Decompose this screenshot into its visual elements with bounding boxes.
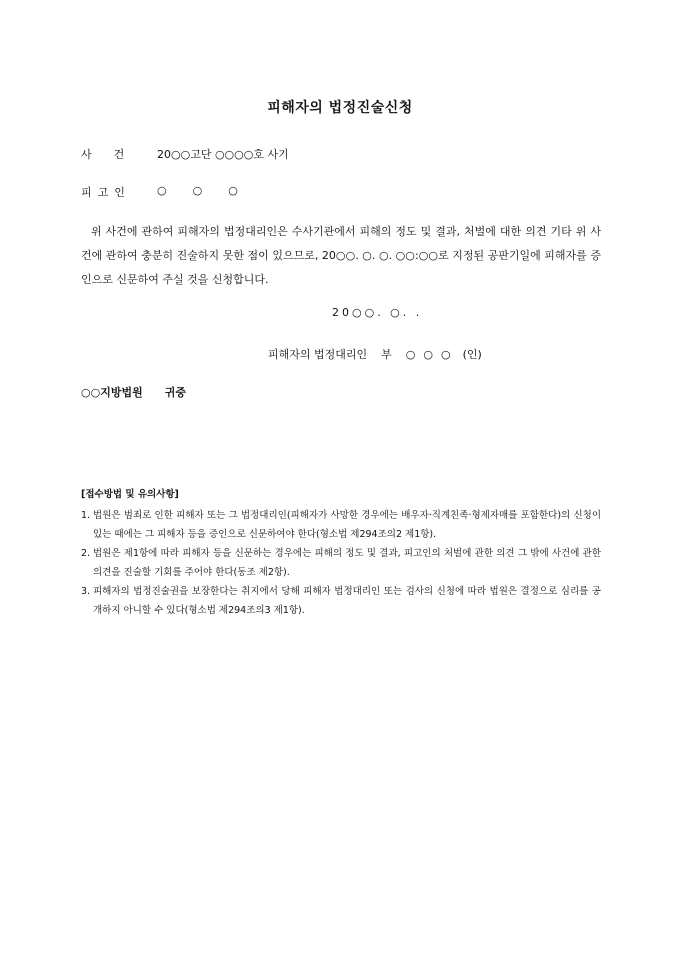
request-date: 20○○. ○. . (332, 306, 423, 319)
applicant-relation: 부 (381, 348, 392, 361)
case-value: 20○○고단 ○○○○호 사기 (157, 148, 289, 161)
note-number: 2. (81, 548, 91, 559)
defendant-label: 피고인 (81, 186, 131, 199)
applicant-role: 피해자의 법정대리인 (268, 348, 368, 361)
note-text: 피해자의 법정진술권을 보장한다는 취지에서 당해 피해자 법정대리인 또는 검사의 신청에 따라 법원은 결정으로 심리를 공개하지 아니할 수 있다(형소법 제294조의3 제1항). (93, 586, 601, 616)
notes-section (81, 486, 601, 620)
note-number: 1. (81, 510, 91, 521)
case-label: 사건 (81, 148, 147, 161)
notes-title: [접수방법 및 유의사항] (81, 489, 179, 500)
applicant-name: ○○○ (405, 348, 459, 361)
note-number: 3. (81, 586, 91, 597)
note-text: 법원은 제1항에 따라 피해자 등을 신문하는 경우에는 피해의 정도 및 결과, 피고인의 처벌에 관한 의견 그 밖에 사건에 관한 의견을 진술할 기회를 주어야 한다(동조 제2항). (93, 548, 601, 578)
request-body: 위 사건에 관하여 피해자의 법정대리인은 수사기관에서 피해의 정도 및 결과, 처벌에 대한 의견 기타 위 사건에 관하여 충분히 진술하지 못한 점이 있으므로, 20○○. ○. ○. ○○:○○로 지정된 공판기일에 피해자를 증인으로 신문하여 주실 것을 신청합니다. (81, 225, 601, 286)
note-item (81, 506, 601, 544)
note-text: 법원은 범죄로 인한 피해자 또는 그 법정대리인(피해자가 사망한 경우에는 배우자·직계친족·형제자매를 포함한다)의 신청이 있는 때에는 그 피해자 등을 증인으로 신문하여야 한다(형소법 제294조의2 제1항). (93, 510, 601, 540)
applicant-line (268, 346, 482, 362)
court-name: ○○지방법원 (81, 386, 143, 399)
applicant-seal: (인) (462, 348, 482, 361)
note-item (81, 544, 601, 582)
note-item (81, 582, 601, 620)
document-title: 피해자의 법정진술신청 (267, 100, 413, 116)
defendant-value: ○○○ (157, 184, 264, 197)
court-addressee (81, 384, 186, 400)
court-suffix: 귀중 (164, 386, 186, 399)
